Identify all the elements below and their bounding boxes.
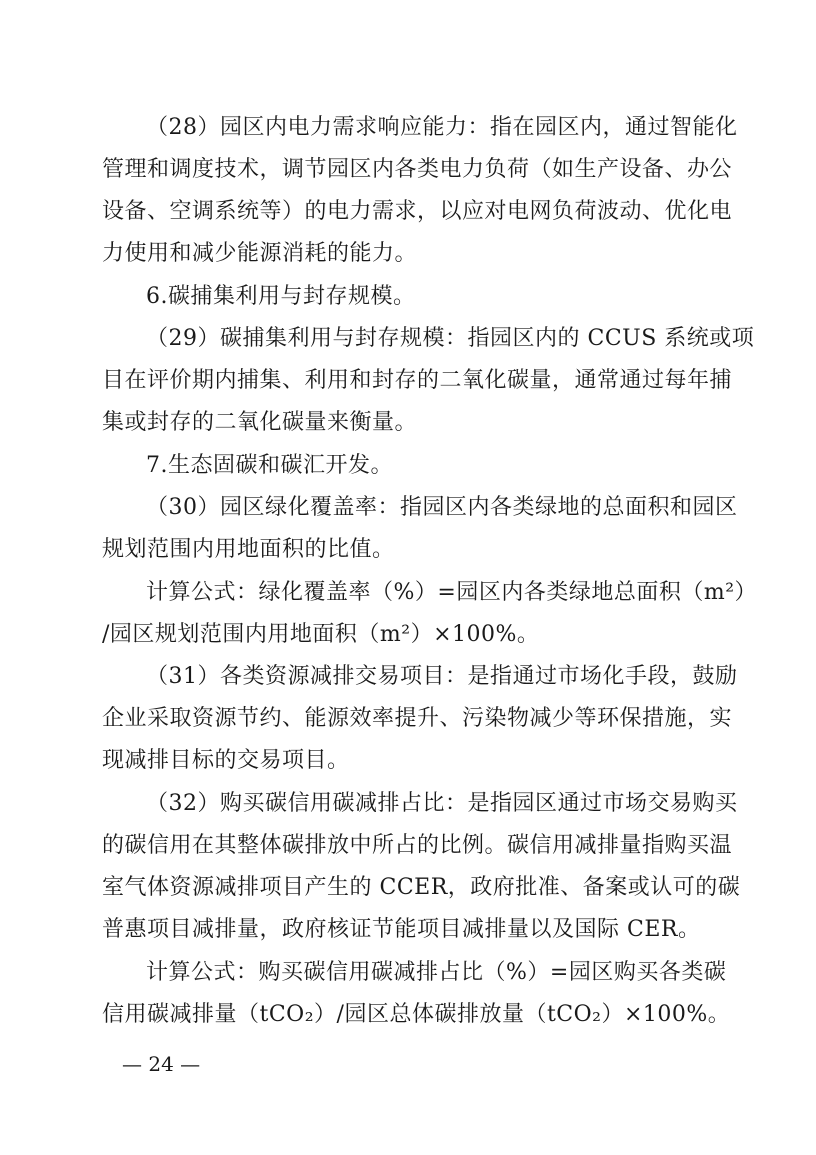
formula-32-line-1: 计算公式：购买碳信用碳减排占比（%）=园区购买各类碳 (146, 960, 727, 985)
paragraph-29-line-1: （29）碳捕集利用与封存规模：指园区内的 CCUS 系统或项 (146, 326, 755, 351)
section-heading-6: 6.碳捕集利用与封存规模。 (146, 284, 416, 309)
section-heading-7: 7.生态固碳和碳汇开发。 (146, 453, 393, 478)
paragraph-30-line-2: 规划范围内用地面积的比值。 (102, 537, 395, 562)
paragraph-28-line-2: 管理和调度技术，调节园区内各类电力负荷（如生产设备、办公 (102, 157, 733, 182)
formula-32-line-2: 信用碳减排量（tCO₂）/园区总体碳排放量（tCO₂）×100%。 (102, 1002, 731, 1027)
paragraph-31-line-1: （31）各类资源减排交易项目：是指通过市场化手段，鼓励 (146, 664, 738, 689)
paragraph-29-line-3: 集或封存的二氧化碳量来衡量。 (102, 410, 418, 435)
paragraph-28-line-1: （28）园区内电力需求响应能力：指在园区内，通过智能化 (146, 115, 738, 140)
paragraph-32-line-4: 普惠项目减排量，政府核证节能项目减排量以及国际 CER。 (102, 917, 701, 942)
paragraph-28-line-3: 设备、空调系统等）的电力需求，以应对电网负荷波动、优化电 (102, 199, 733, 224)
formula-30-line-2: /园区规划范围内用地面积（m²）×100%。 (102, 622, 540, 647)
page-number: — 24 — (122, 1052, 201, 1076)
paragraph-31-line-3: 现减排目标的交易项目。 (102, 748, 350, 773)
formula-30-line-1: 计算公式：绿化覆盖率（%）=园区内各类绿地总面积（m²） (146, 580, 758, 605)
paragraph-29-line-2: 目在评价期内捕集、利用和封存的二氧化碳量，通常通过每年捕 (102, 368, 733, 393)
paragraph-28-line-4: 力使用和减少能源消耗的能力。 (102, 241, 418, 266)
paragraph-32-line-2: 的碳信用在其整体碳排放中所占的比例。碳信用减排量指购买温 (102, 833, 733, 858)
paragraph-30-line-1: （30）园区绿化覆盖率：指园区内各类绿地的总面积和园区 (146, 495, 738, 520)
paragraph-32-line-3: 室气体资源减排项目产生的 CCER，政府批准、备案或认可的碳 (102, 875, 741, 900)
paragraph-32-line-1: （32）购买碳信用碳减排占比：是指园区通过市场交易购买 (146, 791, 738, 816)
paragraph-31-line-2: 企业采取资源节约、能源效率提升、污染物减少等环保措施，实 (102, 706, 733, 731)
